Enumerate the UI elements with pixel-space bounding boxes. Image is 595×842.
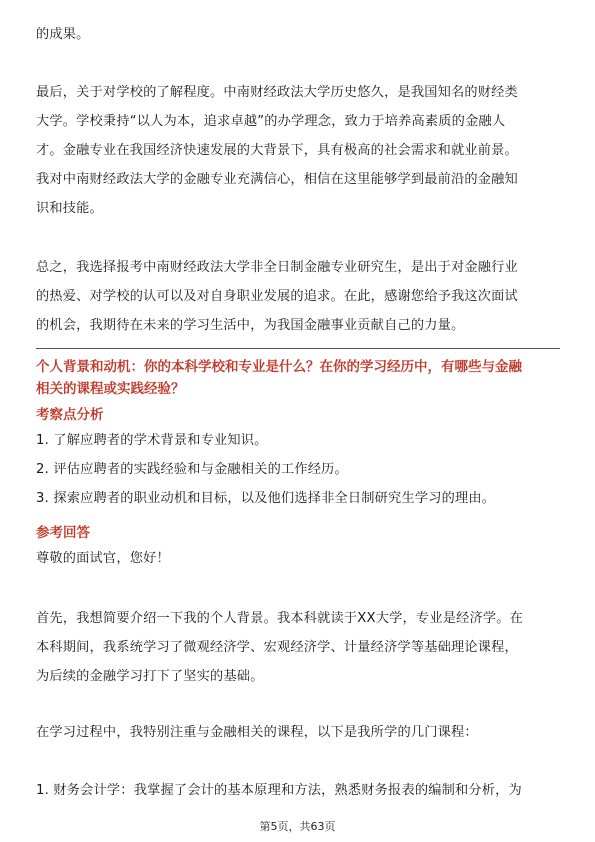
greeting-line: 尊敬的面试官，您好！ — [36, 551, 170, 566]
paragraph-line: 在学习过程中，我特别注重与金融相关的课程，以下是我所学的几门课程： — [36, 725, 478, 740]
paragraph-line: 识和技能。 — [36, 201, 103, 216]
question-line: 相关的课程或实践经验？ — [36, 381, 185, 397]
page-footer: 第5页，共63页 — [259, 820, 336, 833]
paragraph-line: 的机会，我期待在未来的学习生活中，为我国金融事业贡献自己的力量。 — [36, 318, 465, 333]
paragraph-line: 首先，我想简要介绍一下我的个人背景。我本科就读于XX大学，专业是经济学。在 — [36, 611, 524, 626]
paragraph-line: 的成果。 — [36, 27, 90, 42]
paragraph-summary — [36, 253, 560, 340]
analysis-item: 3. 探索应聘者的职业动机和目标，以及他们选择非全日制研究生学习的理由。 — [36, 491, 496, 506]
section-divider — [36, 348, 560, 349]
analysis-heading: 考察点分析 — [36, 407, 104, 423]
paragraph-line: 1. 财务会计学：我掌握了会计的基本原理和方法，熟悉财务报表的编制和分析，为 — [36, 783, 522, 798]
paragraph-background — [36, 604, 560, 691]
paragraph-line: 才。金融专业在我国经济快速发展的大背景下，具有极高的社会需求和就业前景。 — [36, 143, 518, 158]
text-block-intro — [36, 20, 560, 49]
question-line: 个人背景和动机：你的本科学校和专业是什么？在你的学习经历中，有哪些与金融 — [36, 359, 522, 375]
paragraph-line: 大学。学校秉持“以人为本，追求卓越”的办学理念，致力于培养高素质的金融人 — [36, 114, 506, 129]
paragraph-school — [36, 78, 560, 223]
paragraph-line: 的热爱、对学校的认可以及对自身职业发展的追求。在此，感谢您给予我这次面试 — [36, 289, 518, 304]
analysis-item: 2. 评估应聘者的实践经验和与金融相关的工作经历。 — [36, 462, 348, 477]
paragraph-courses-intro — [36, 718, 560, 747]
paragraph-line: 我对中南财经政法大学的金融专业充满信心，相信在这里能够学到最前沿的金融知 — [36, 172, 518, 187]
analysis-item: 1. 了解应聘者的学术背景和专业知识。 — [36, 433, 268, 448]
analysis-section — [36, 404, 560, 513]
course-item — [36, 776, 560, 805]
paragraph-line: 本科期间，我系统学习了微观经济学、宏观经济学、计量经济学等基础理论课程， — [36, 640, 518, 655]
answer-section — [36, 522, 560, 573]
paragraph-line: 最后，关于对学校的了解程度。中南财经政法大学历史悠久，是我国知名的财经类 — [36, 85, 518, 100]
paragraph-line: 总之，我选择报考中南财经政法大学非全日制金融专业研究生，是出于对金融行业 — [36, 260, 518, 275]
question-heading — [36, 356, 560, 400]
paragraph-line: 为后续的金融学习打下了坚实的基础。 — [36, 669, 264, 684]
answer-heading: 参考回答 — [36, 525, 90, 541]
